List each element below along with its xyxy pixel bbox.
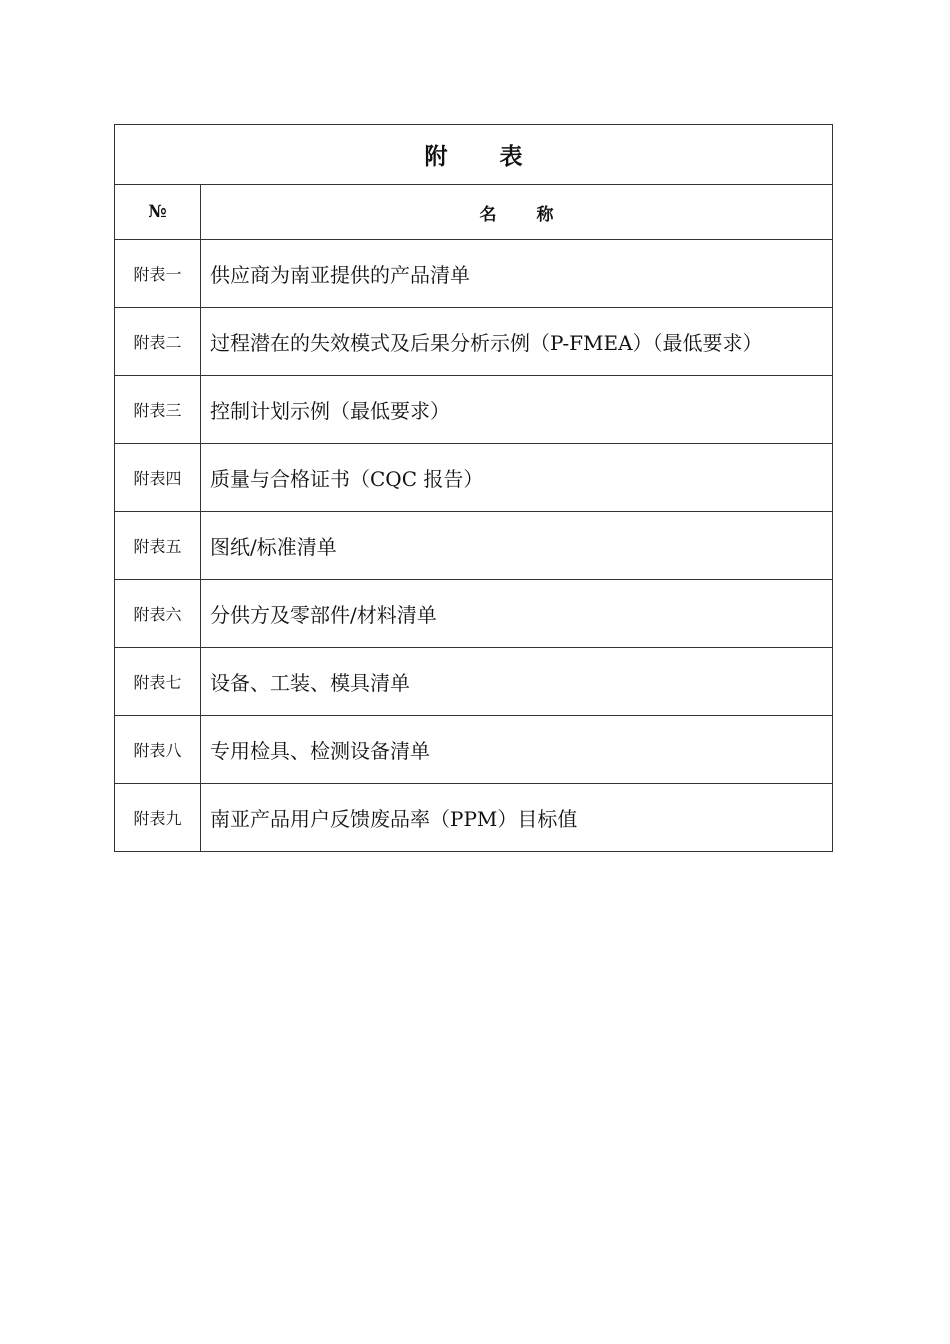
table-row bbox=[115, 240, 833, 308]
table-row bbox=[115, 580, 833, 648]
row-name: 设备、工装、模具清单 bbox=[201, 648, 833, 716]
row-name: 南亚产品用户反馈废品率（PPM）目标值 bbox=[201, 784, 833, 852]
header-row bbox=[115, 185, 833, 240]
row-name: 专用检具、检测设备清单 bbox=[201, 716, 833, 784]
table-row bbox=[115, 512, 833, 580]
row-number: 附表三 bbox=[115, 376, 201, 444]
row-number: 附表八 bbox=[115, 716, 201, 784]
table-title: 附表 bbox=[115, 125, 833, 185]
row-name: 过程潜在的失效模式及后果分析示例（P-FMEA）（最低要求） bbox=[201, 308, 833, 376]
row-number: 附表二 bbox=[115, 308, 201, 376]
row-number: 附表七 bbox=[115, 648, 201, 716]
row-number: 附表六 bbox=[115, 580, 201, 648]
table-row bbox=[115, 784, 833, 852]
table-row bbox=[115, 648, 833, 716]
table-row bbox=[115, 444, 833, 512]
header-name: 名称 bbox=[201, 185, 833, 240]
appendix-table bbox=[114, 124, 833, 852]
row-name: 分供方及零部件/材料清单 bbox=[201, 580, 833, 648]
row-name: 质量与合格证书（CQC 报告） bbox=[201, 444, 833, 512]
row-name: 图纸/标准清单 bbox=[201, 512, 833, 580]
row-number: 附表一 bbox=[115, 240, 201, 308]
table-row bbox=[115, 716, 833, 784]
row-number: 附表五 bbox=[115, 512, 201, 580]
row-number: 附表四 bbox=[115, 444, 201, 512]
header-no: № bbox=[115, 185, 201, 240]
row-number: 附表九 bbox=[115, 784, 201, 852]
title-row bbox=[115, 125, 833, 185]
table-row bbox=[115, 376, 833, 444]
table-row bbox=[115, 308, 833, 376]
row-name: 供应商为南亚提供的产品清单 bbox=[201, 240, 833, 308]
row-name: 控制计划示例（最低要求） bbox=[201, 376, 833, 444]
